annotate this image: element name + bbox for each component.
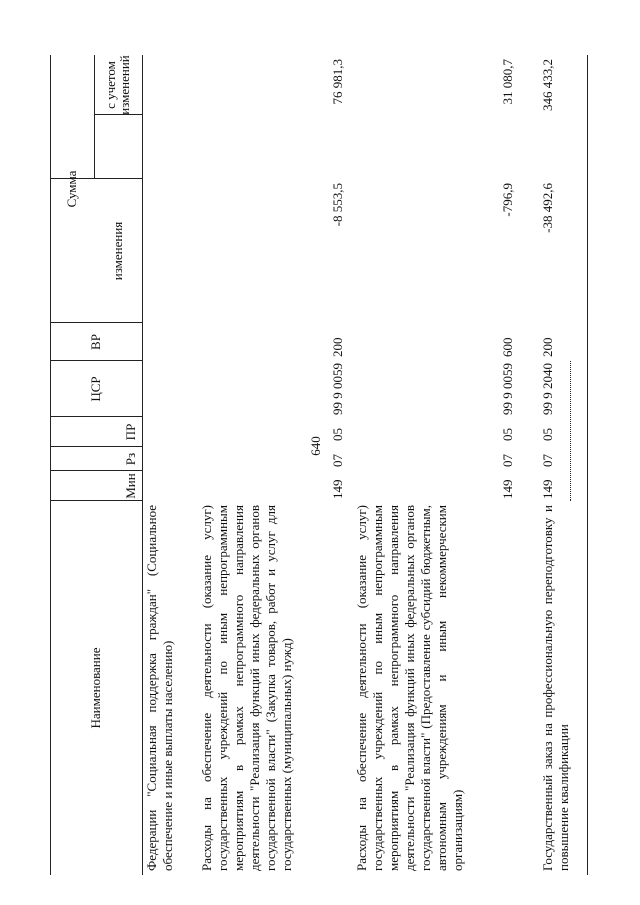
cell-vr: 200 — [540, 337, 555, 357]
cell-vr: 200 — [330, 337, 345, 357]
cell-csr: 99 9 0059 — [500, 363, 515, 415]
cell-rz: 07 — [500, 454, 515, 467]
cell-pr: 05 — [540, 428, 555, 441]
header-name: Наименование — [88, 647, 103, 729]
cell-with-changes: 76 981,3 — [330, 59, 345, 105]
cell-changes: -38 492,6 — [540, 183, 555, 233]
cell-rz: 07 — [540, 454, 555, 467]
cell-csr: 99 9 2040 — [540, 363, 555, 415]
header-rz: Рз — [123, 452, 138, 466]
table-row: Расходы на обеспечение деятельности (оказание услуг) государственных учреждений по иным непрограммным мероприятиям в рамках непрограммного направления деятельности "Реализация функций иных федеральных органов государственной власти" (Закупка товаров, работ и услуг для государственных (муниципальных) нужд) — [199, 505, 294, 871]
header-sum: Сумма — [64, 170, 79, 208]
cell-pr: 05 — [500, 428, 515, 441]
header-csr: ЦСР — [88, 376, 103, 402]
page-number: 640 — [308, 436, 323, 456]
cell-rz: 07 — [330, 454, 345, 467]
cell-with-changes: 31 080,7 — [500, 59, 515, 105]
header-with-changes: с учетом изменений — [103, 55, 132, 115]
table-row: Государственный заказ на профессиональную переподготовку и повышение квалификации — [540, 505, 571, 871]
cell-min: 149 — [500, 479, 515, 499]
cell-with-changes: 346 433,2 — [540, 59, 555, 111]
header-pr: ПР — [123, 423, 138, 441]
budget-table — [50, 55, 610, 875]
cell-min: 149 — [330, 479, 345, 499]
table-row: Федерации "Социальная поддержка граждан" (Социальное обеспечение и иные выплаты населению) — [144, 505, 175, 871]
cell-changes: -796,9 — [500, 183, 515, 217]
header-min: Мин — [123, 473, 138, 499]
header-vr: ВР — [88, 334, 103, 350]
cell-csr: 99 9 0059 — [330, 363, 345, 415]
cell-changes: -8 553,5 — [330, 183, 345, 227]
cell-min: 149 — [540, 479, 555, 499]
cell-vr: 600 — [500, 337, 515, 357]
header-changes: изменения — [110, 221, 125, 281]
table-row: Расходы на обеспечение деятельности (оказание услуг) государственных учреждений по иным непрограммным мероприятиям в рамках непрограммного направления деятельности "Реализация функций иных федеральных органов государственной власти" (Предоставление субсидий бюджетным, автономным учреждениям и иным некоммерческим организациям) — [354, 505, 465, 871]
cell-pr: 05 — [330, 428, 345, 441]
